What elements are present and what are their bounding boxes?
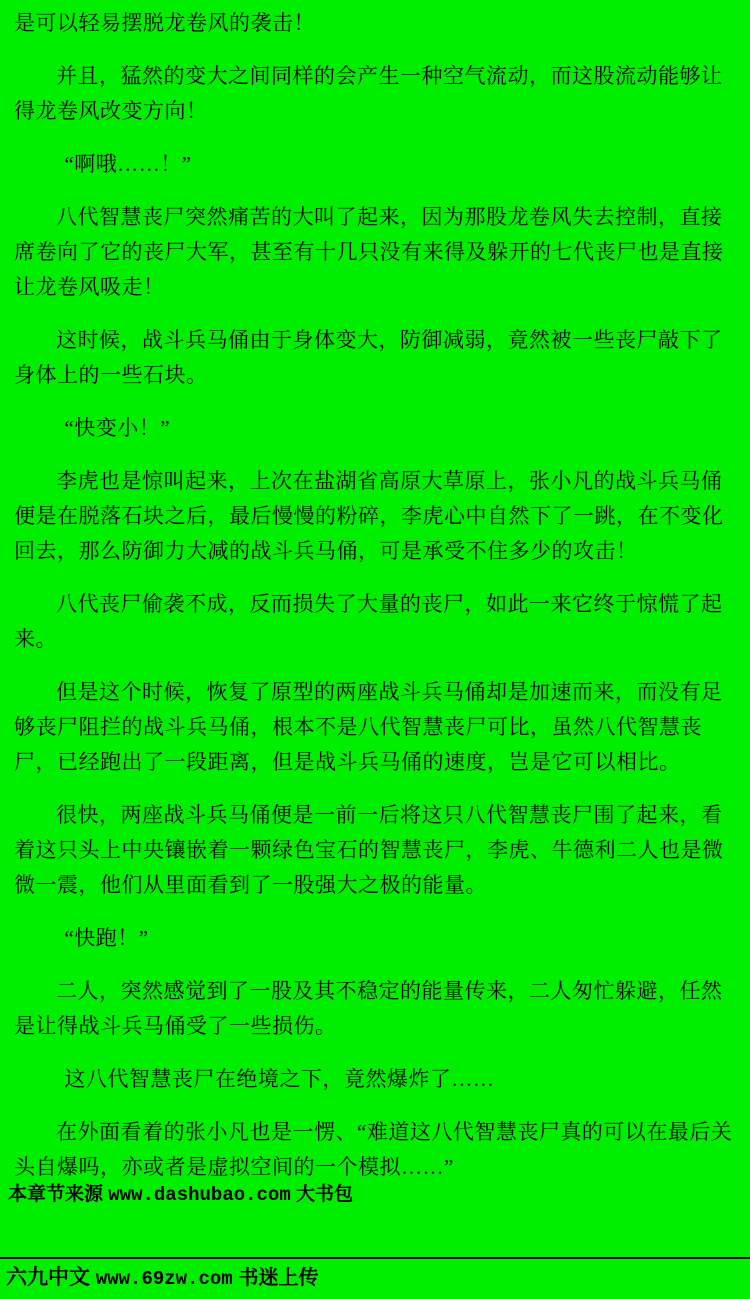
source-prefix-label: 本章节来源 [8, 1184, 104, 1205]
paragraph: 并且，猛然的变大之间同样的会产生一种空气流动，而这股流动能够让得龙卷风改变方向！ [14, 64, 723, 123]
paragraph: 二人，突然感觉到了一股及其不稳定的能量传来，二人匆忙躲避，任然是让得战斗兵马俑受了一些损伤。 [14, 979, 723, 1038]
paragraph: 是可以轻易摆脱龙卷风的袭击！ [14, 11, 315, 35]
site-name-label: 六九中文 [6, 1266, 90, 1289]
paragraph: 在外面看着的张小凡也是一愣、“难道这八代智慧丧尸真的可以在最后关头自爆吗，亦或者是虚拟空间的一个模拟……” [14, 1120, 733, 1179]
paragraph: 八代智慧丧尸突然痛苦的大叫了起来，因为那股龙卷风失去控制，直接席卷向了它的丧尸大军，甚至有十几只没有来得及躲开的七代丧尸也是直接让龙卷风吸走！ [14, 205, 724, 299]
footer-divider [0, 1257, 750, 1259]
paragraph: 这时候，战斗兵马俑由于身体变大，防御减弱，竟然被一些丧尸敲下了身体上的一些石块。 [14, 328, 723, 387]
chapter-source-credit [8, 1179, 750, 1206]
site-url-link[interactable]: www.69zw.com [95, 1268, 233, 1290]
paragraph: 这八代智慧丧尸在绝境之下，竟然爆炸了…… [64, 1067, 495, 1091]
paragraph-dialogue: “快跑！” [64, 926, 149, 950]
paragraph: 很快，两座战斗兵马俑便是一前一后将这只八代智慧丧尸围了起来，看着这只头上中央镶嵌着一颗绿色宝石的智慧丧尸，李虎、牛德利二人也是微微一震，他们从里面看到了一股强大之极的能量。 [14, 803, 724, 897]
paragraph: 八代丧尸偷袭不成，反而损失了大量的丧尸，如此一来它终于惊慌了起来。 [14, 592, 723, 651]
source-site-label: 大书包 [296, 1184, 354, 1205]
source-url-link[interactable]: www.dashubao.com [108, 1184, 291, 1206]
paragraph-dialogue: “快变小！” [64, 416, 171, 440]
paragraph: 李虎也是惊叫起来，上次在盐湖省高原大草原上，张小凡的战斗兵马俑便是在脱落石块之后，最后慢慢的粉碎，李虎心中自然下了一跳，在不变化回去，那么防御力大减的战斗兵马俑，可是承受不住多少的攻击！ [14, 469, 724, 563]
site-credit [6, 1261, 319, 1291]
site-uploader-label: 书迷上传 [238, 1267, 319, 1289]
paragraph: 但是这个时候，恢复了原型的两座战斗兵马俑却是加速而来，而没有足够丧尸阻拦的战斗兵马俑，根本不是八代智慧丧尸可比，虽然八代智慧丧尸，已经跑出了一段距离，但是战斗兵马俑的速度，岂是它可以相比。 [14, 680, 723, 774]
paragraph-dialogue: “啊哦……！” [64, 152, 192, 176]
